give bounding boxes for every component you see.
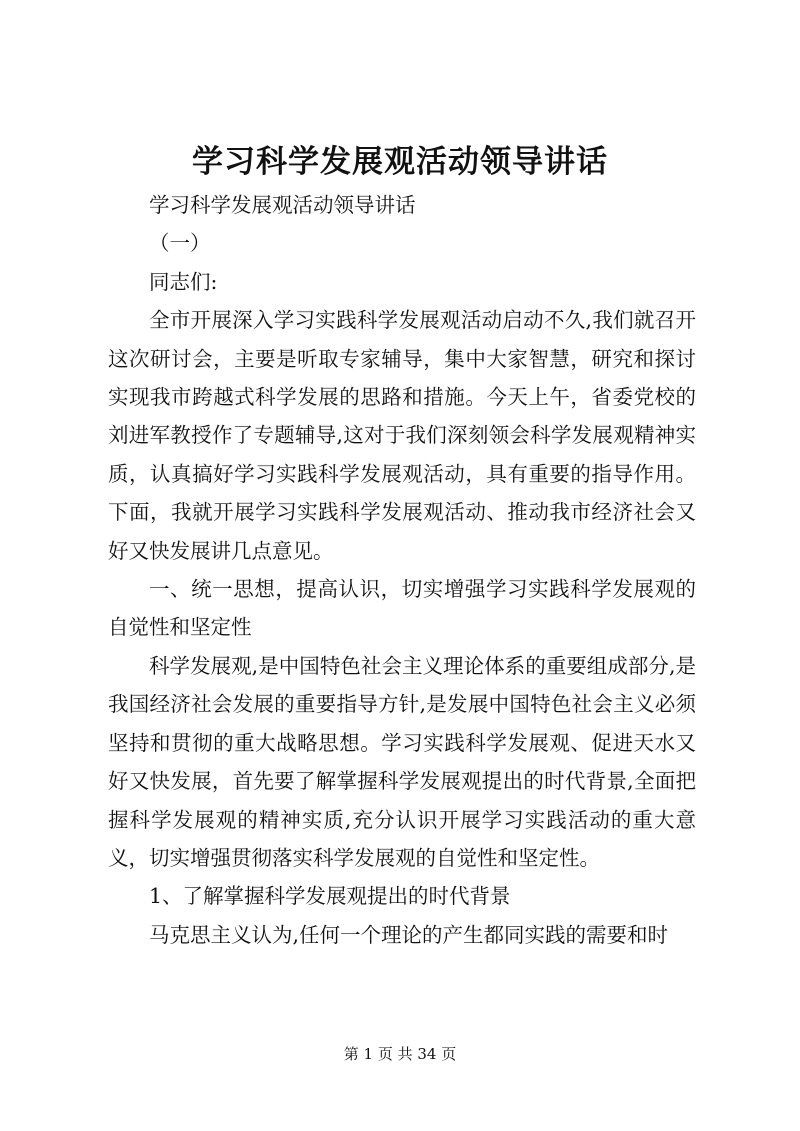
body-paragraph-section-1: 科学发展观,是中国特色社会主义理论体系的重要组成部分,是我国经济社会发展的重要指导方针,是发展中国特色社会主义必须坚持和贯彻的重大战略思想。学习实践科学发展观、促进天水又好又快发展，首先要了解掌握科学发展观提出的时代背景,全面把握科学发展观的精神实质,充分认识开展学习实践活动的重大意义，切实增强贯彻落实科学发展观的自觉性和坚定性。 <box>108 653 696 870</box>
body-paragraph-section-number: （一） <box>149 231 211 256</box>
body-paragraph-subheading-1: 1、了解掌握科学发展观提出的时代背景 <box>149 884 511 909</box>
body-paragraph-section-heading-1: 一、统一思想，提高认识，切实增强学习实践科学发展观的自觉性和坚定性 <box>108 577 696 640</box>
document-title: 学习科学发展观活动领导讲话 <box>192 144 608 180</box>
page-number-footer: 第 1 页 共 34 页 <box>343 1045 457 1063</box>
body-paragraph-continuation: 马克思主义认为,任何一个理论的产生都同实践的需要和时 <box>149 922 669 947</box>
document-body <box>108 186 696 954</box>
body-paragraph-salutation: 同志们: <box>149 269 218 294</box>
body-paragraph-heading: 学习科学发展观活动领导讲话 <box>149 193 416 217</box>
body-paragraph-intro: 全市开展深入学习实践科学发展观活动启动不久,我们就召开这次研讨会，主要是听取专家辅导，集中大家智慧，研究和探讨实现我市跨越式科学发展的思路和措施。今天上午，省委党校的刘进军教授作了专题辅导,这对于我们深刻领会科学发展观精神实质，认真搞好学习实践科学发展观活动，具有重要的指导作用。下面，我就开展学习实践科学发展观活动、推动我市经济社会又好又快发展讲几点意见。 <box>108 308 696 563</box>
